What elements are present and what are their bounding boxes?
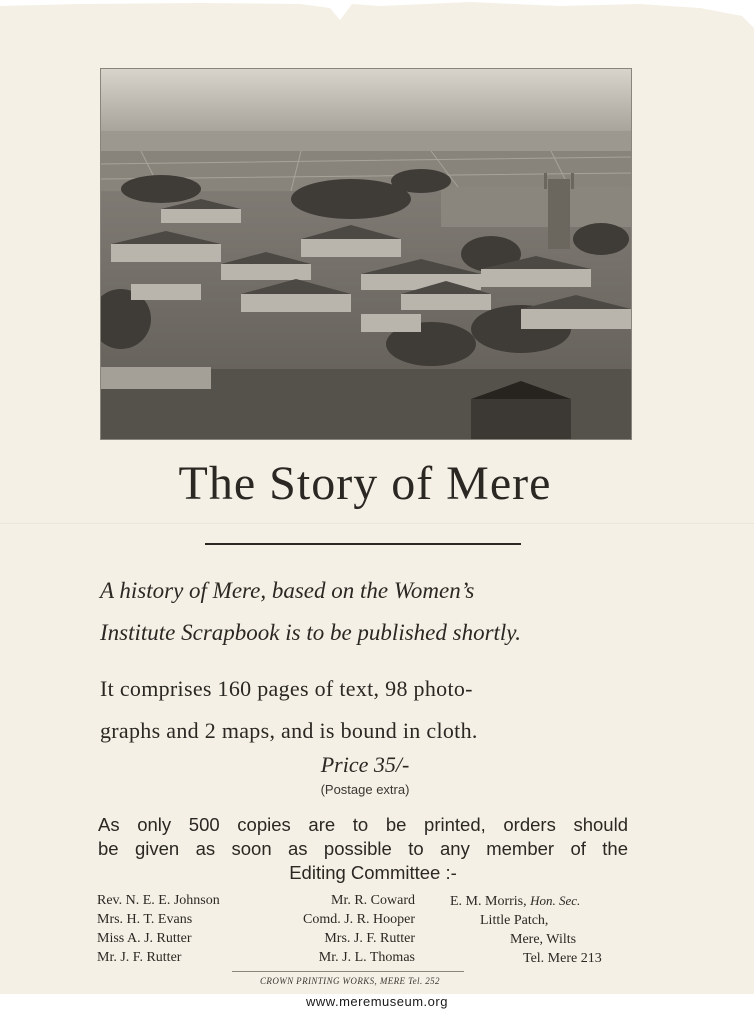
website-url: www.meremuseum.org (306, 994, 448, 1009)
title-divider (205, 543, 521, 545)
spec-line-2: graphs and 2 maps, and is bound in cloth. (100, 718, 478, 743)
committee-member: Mr. J. F. Rutter (97, 950, 182, 965)
committee-member: Miss A. J. Rutter (97, 931, 192, 946)
secretary-name-line (450, 891, 625, 911)
secretary-address-2: Mere, Wilts (510, 932, 577, 947)
book-spec-text (100, 668, 640, 752)
secretary-phone: Tel. Mere 213 (523, 951, 602, 966)
secretary-role: Hon. Sec. (530, 893, 581, 908)
secretary-contact (450, 891, 625, 968)
lead-line-1: A history of Mere, based on the Women’s (100, 578, 475, 603)
committee-member: Comd. J. R. Hooper (303, 912, 415, 927)
printer-credit: CROWN PRINTING WORKS, MERE Tel. 252 (260, 976, 440, 986)
spec-line-1: It comprises 160 pages of text, 98 photo- (100, 676, 473, 701)
notice-line-3: Editing Committee :- (289, 862, 457, 883)
village-aerial-photo (100, 68, 632, 440)
committee-column-2 (265, 891, 415, 967)
photo-image (101, 69, 631, 439)
committee-member: Mrs. H. T. Evans (97, 912, 193, 927)
paper-fold-crease (0, 523, 754, 525)
postage-note: (Postage extra) (320, 782, 410, 797)
secretary-name: E. M. Morris, (450, 894, 527, 909)
price-label: Price 35/- (320, 752, 410, 777)
committee-member: Mrs. J. F. Rutter (324, 931, 415, 946)
order-notice (98, 813, 628, 885)
poster-title: The Story of Mere (178, 457, 552, 510)
committee-member: Mr. J. L. Thomas (318, 950, 415, 965)
notice-line-2: be given as soon as possible to any member of the (98, 838, 628, 859)
lead-text (100, 570, 640, 654)
notice-line-1: As only 500 copies are to be printed, orders should (98, 814, 628, 835)
torn-paper-edge (0, 0, 754, 60)
committee-member: Rev. N. E. E. Johnson (97, 893, 220, 908)
secretary-address-1: Little Patch, (480, 913, 549, 928)
lead-line-2: Institute Scrapbook is to be published shortly. (100, 620, 521, 645)
committee-member: Mr. R. Coward (331, 893, 415, 908)
committee-column-1 (97, 891, 267, 967)
printer-divider (232, 971, 464, 972)
